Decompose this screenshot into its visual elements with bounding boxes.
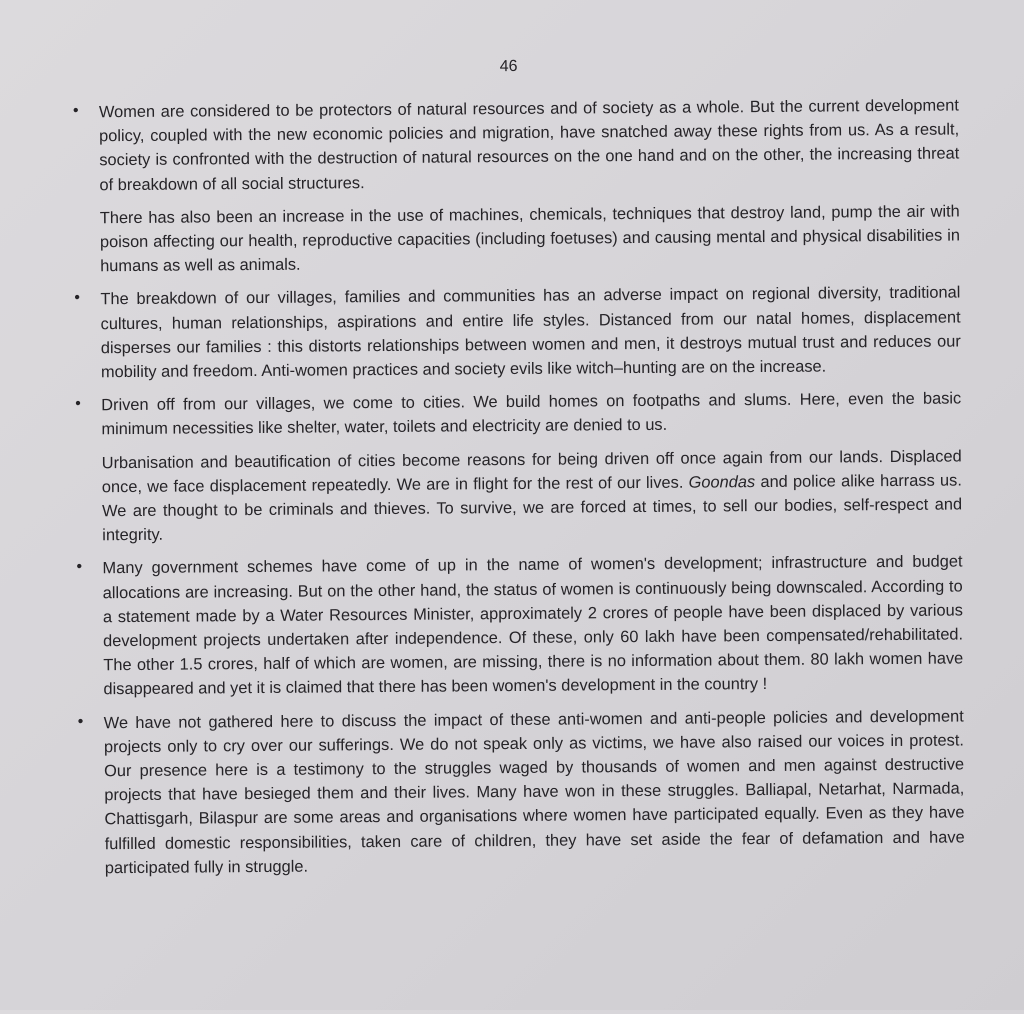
bullet-icon: • — [76, 558, 83, 576]
paragraph: There has also been an increase in the use of machines, chemicals, techniques that destroy land, pump the air with poison affecting our health, reproductive capacities (including foetuses) and causing mental and physical disabilities in humans as well as animals. — [99, 202, 961, 276]
paragraph: Women are considered to be protectors of natural resources and of society as a whole. But the current development policy, coupled with the new economic policies and migration, have snatched away these rights from us. As a result, society is confronted with the destruction of natural resources on the one hand and on the other, the increasing threat of breakdown of all social structures. — [98, 96, 960, 194]
paragraph — [102, 444, 963, 548]
page-body — [72, 93, 965, 889]
paragraph: The breakdown of our villages, families and communities has an adverse impact on regional diversity, traditional cultures, human relationships, aspirations and entire life styles. Distanced from our natal homes, displacement disperses our families : this distorts relationships between women and men, it destroys mutual trust and reduces our mobility and freedom. Anti-women practices and society evils like witch–hunting are on the increase. — [100, 283, 961, 382]
page-number: 46 — [499, 57, 518, 76]
bullet-item — [77, 704, 965, 880]
italic-term: Goondas — [688, 472, 756, 492]
bullet-icon: • — [74, 289, 81, 307]
paragraph: Driven off from our villages, we come to cities. We build homes on footpaths and slums. Here, even the basic minimum necessities like shelter, water, toilets and electricity are denied to us. — [101, 389, 962, 439]
bullet-icon: • — [75, 395, 81, 413]
bullet-item — [75, 387, 963, 548]
bullet-item — [74, 281, 961, 385]
text-run: Urbanisation and beautification of cities become reasons for being driven off once again from our lands. Displaced once, we face displacement repeatedly. We are in flight for the rest of our lives. — [101, 447, 962, 497]
bullet-item — [72, 93, 961, 278]
paragraph: Many government schemes have come of up in the name of women's development; infrastructure and budget allocations are increasing. But on the other hand, the status of women is continuously being downscaled. According to a statement made by a Water Resources Minister, approximately 2 crores of people have been displaced by various development projects undertaken after independence. Of these, only 60 lakh have been compensated/rehabilitated. The other 1.5 crores, half of which are women, are missing, there is no information about them. 80 lakh women have disappeared and yet it is claimed that there has been women's development in the country ! — [102, 552, 964, 699]
bullet-icon: • — [72, 102, 79, 120]
paragraph: We have not gathered here to discuss the impact of these anti-women and anti-people policies and development projects only to cry over our sufferings. We do not speak only as victims, we have also raised our voices in protest. Our presence here is a testimony to the struggles waged by thousands of women and men against destructive projects that have besieged them and their lives. Many have won in these struggles. Balliapal, Netarhat, Narmada, Chattisgarh, Bilaspur are some areas and organisations where women have participated equally. Even as they have fulfilled domestic responsibilities, taken care of children, they have set aside the fear of defamation and have participated fully in struggle. — [103, 707, 965, 878]
text-run: and police alike harrass us. We are thought to be criminals and thieves. To survive, we are forced at times, to sell our bodies, self-respect and integrity. — [102, 471, 963, 545]
bullet-item — [76, 550, 964, 702]
bullet-icon: • — [77, 713, 84, 731]
